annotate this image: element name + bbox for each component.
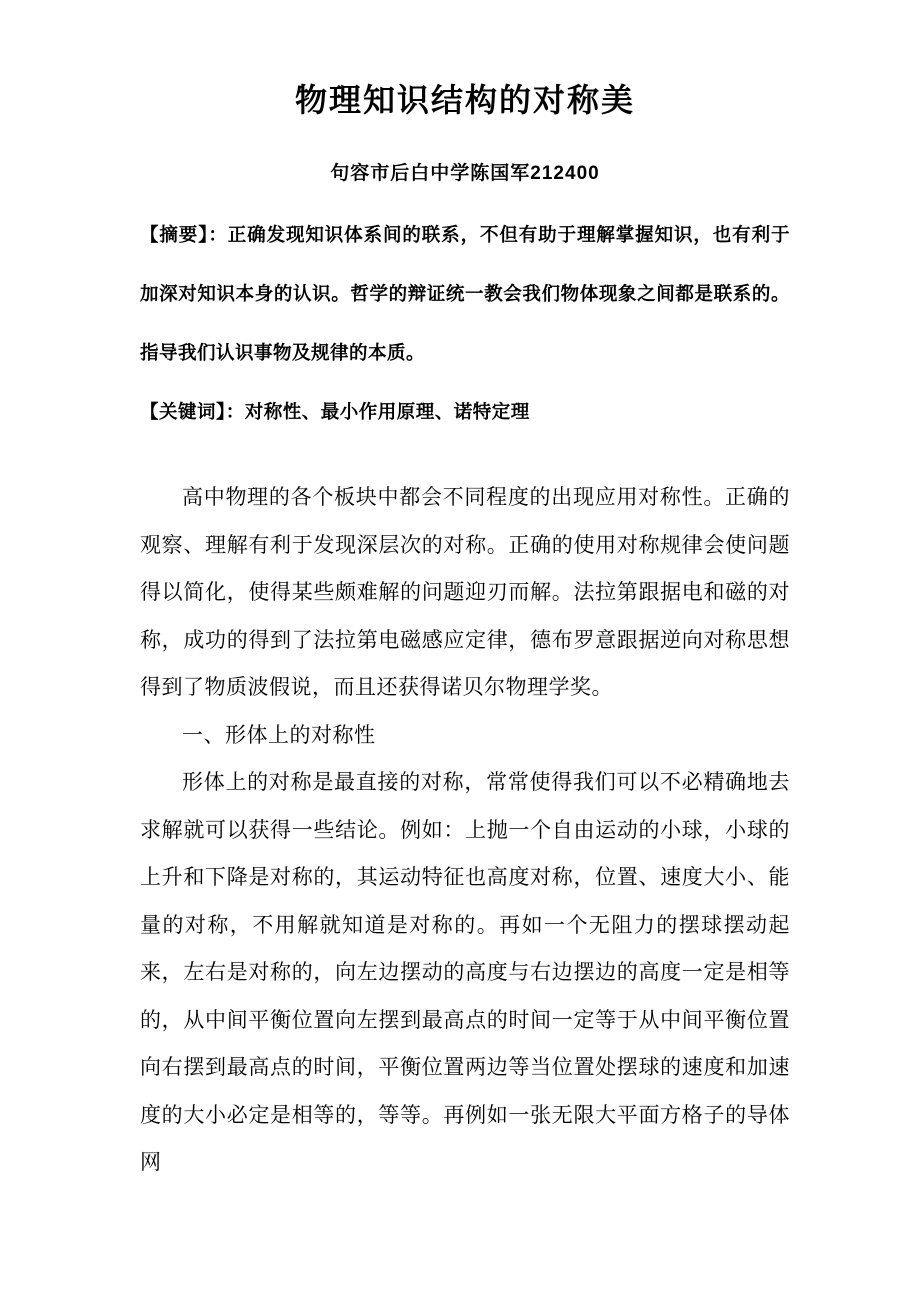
body-paragraph-1: 高中物理的各个板块中都会不同程度的出现应用对称性。正确的观察、理解有利于发现深层次的对称。正确的使用对称规律会使问题得以简化，使得某些颇难解的问题迎刃而解。法拉第跟据电和磁的对称，成功的得到了法拉第电磁感应定律，德布罗意跟据逆向对称思想得到了物质波假说，而且还获得诺贝尔物理学奖。 [140,485,790,699]
author-line: 句容市后白中学陈国军212400 [330,163,600,184]
keywords-text: 对称性、最小作用原理、诺特定理 [244,401,530,422]
abstract-paragraph [140,205,790,382]
body-paragraph-2: 形体上的对称是最直接的对称，常常使得我们可以不必精确地去求解就可以获得一些结论。例如：上抛一个自由运动的小球，小球的上升和下降是对称的，其运动特征也高度对称，位置、速度大小、能量的对称，不用解就知道是对称的。再如一个无阻力的摆球摆动起来，左右是对称的，向左边摆动的高度与右边摆边的高度一定是相等的，从中间平衡位置向左摆到最高点的时间一定等于从中间平衡位置向右摆到最高点的时间，平衡位置两边等当位置处摆球的速度和加速度的大小必定是相等的，等等。再例如一张无限大平面方格子的导体网 [140,770,790,1174]
keywords-label: 【关键词】： [140,401,245,422]
section-heading-1: 一、形体上的对称性 [182,722,376,747]
abstract-text: 正确发现知识体系间的联系，不但有助于理解掌握知识，也有利于加深对知识本身的认识。哲学的辩证统一教会我们物体现象之间都是联系的。指导我们认识事物及规律的本质。 [140,224,790,363]
abstract-label: 【摘要】： [140,224,228,245]
keywords-paragraph [140,382,790,441]
document-title: 物理知识结构的对称美 [294,82,635,118]
